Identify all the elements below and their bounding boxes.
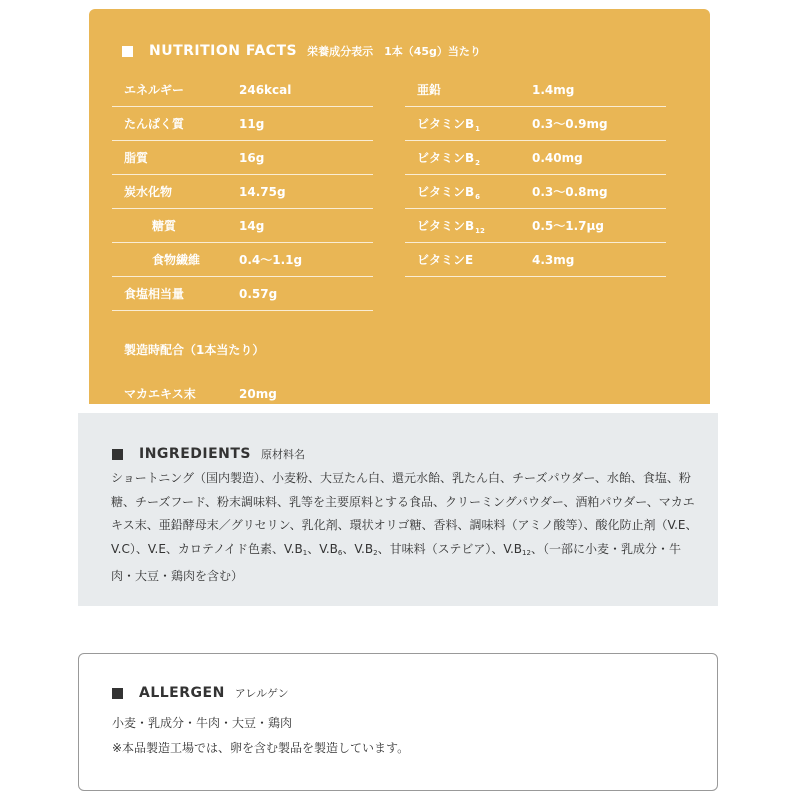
nutrition-row <box>112 175 373 209</box>
nutrition-row <box>405 243 666 277</box>
nutrition-label: 亜鉛 <box>417 82 442 97</box>
formula-row <box>112 377 373 410</box>
square-bullet-icon <box>112 688 123 699</box>
nutrition-value: 0.4〜1.1g <box>239 253 303 267</box>
nutrition-value: 16g <box>239 150 265 165</box>
nutrition-label: ビタミン$B_2$ <box>417 150 481 167</box>
nutrition-label: ビタミン$B_6$ <box>417 184 481 201</box>
nutrition-value: 14g <box>239 218 265 233</box>
nutrition-label: ビタミンE <box>417 252 474 267</box>
nutrition-label: 脂質 <box>124 151 149 165</box>
nutrition-row <box>112 73 373 107</box>
nutrition-label: ビタミン$B_1$ <box>417 116 481 133</box>
nutrition-facts-panel <box>89 9 710 404</box>
nutrition-title: NUTRITION FACTS <box>149 43 298 59</box>
ingredients-text: ショートニング（国内製造）、小麦粉、大豆たん白、還元水飴、乳たん白、チーズパウダー、水飴、食塩、粉糖、チーズフード、粉末調味料、乳等を主要原料とする食品、クリーミングパウダー、酒粕パウダー、マカエキス末、亜鉛酵母末／グリセリン、乳化剤、環状オリゴ糖、香料、調味料（アミノ酸等）、酸化防止剤（V.E、V.C）、V.E、カロテノイド色素、$V.B_1$、$V.B_6$、$V.B_2$、甘味料（ステビア）、$V.B_{12}$、（一部に小麦・乳成分・牛肉・大豆・鶏肉を含む） <box>111 471 698 583</box>
allergen-panel <box>78 653 718 791</box>
nutrition-value: 246kcal <box>239 82 292 97</box>
nutrition-row <box>112 377 373 410</box>
square-bullet-icon <box>122 46 133 57</box>
nutrition-label: 食塩相当量 <box>124 287 185 301</box>
ingredients-panel <box>78 413 718 606</box>
nutrition-header <box>122 43 481 59</box>
formula-label: 製造時配合（1本当たり） <box>124 343 265 357</box>
nutrition-value: 1.4mg <box>532 82 575 97</box>
nutrition-label: たんぱく質 <box>124 117 185 131</box>
nutrition-row <box>405 73 666 107</box>
nutrition-row <box>405 107 666 141</box>
nutrition-label: 糖質 <box>152 219 177 233</box>
allergen-header <box>112 685 289 701</box>
nutrition-label: 炭水化物 <box>124 185 173 199</box>
nutrition-value: 4.3mg <box>532 252 575 267</box>
nutrition-label: 食物繊維 <box>152 253 201 267</box>
nutrition-value: 0.57g <box>239 286 278 301</box>
nutrition-value: 0.3〜0.8mg <box>532 185 608 199</box>
allergen-title: ALLERGEN <box>139 685 225 701</box>
ingredients-title: INGREDIENTS <box>139 446 252 462</box>
nutrition-left-column <box>112 73 373 311</box>
nutrition-row <box>405 175 666 209</box>
allergen-subtitle: アレルゲン <box>234 687 289 700</box>
nutrition-value: 0.40mg <box>532 150 583 165</box>
ingredients-subtitle: 原材料名 <box>261 448 306 461</box>
nutrition-value: 0.5〜1.7μg <box>532 219 604 233</box>
nutrition-row <box>405 209 666 243</box>
nutrition-value: 0.3〜0.9mg <box>532 117 608 131</box>
nutrition-row <box>112 209 373 243</box>
nutrition-label: ビタミン$B_{12}$ <box>417 218 485 235</box>
nutrition-label: エネルギー <box>124 83 185 97</box>
ingredients-header <box>112 446 305 462</box>
nutrition-row <box>112 107 373 141</box>
formula-ingredient-value: 20mg <box>239 386 277 401</box>
nutrition-right-column <box>405 73 666 277</box>
nutrition-subtitle: 栄養成分表示 1本（45g）当たり <box>307 45 481 58</box>
nutrition-row <box>405 141 666 175</box>
nutrition-row <box>112 141 373 175</box>
nutrition-row <box>112 243 373 277</box>
square-bullet-icon <box>112 449 123 460</box>
nutrition-value: 11g <box>239 116 265 131</box>
allergen-notice: ※本品製造工場では、卵を含む製品を製造しています。 <box>112 741 410 755</box>
allergen-list: 小麦・乳成分・牛肉・大豆・鶏肉 <box>112 716 293 730</box>
nutrition-row <box>112 277 373 311</box>
formula-ingredient-label: マカエキス末 <box>124 387 196 401</box>
nutrition-value: 14.75g <box>239 184 286 199</box>
